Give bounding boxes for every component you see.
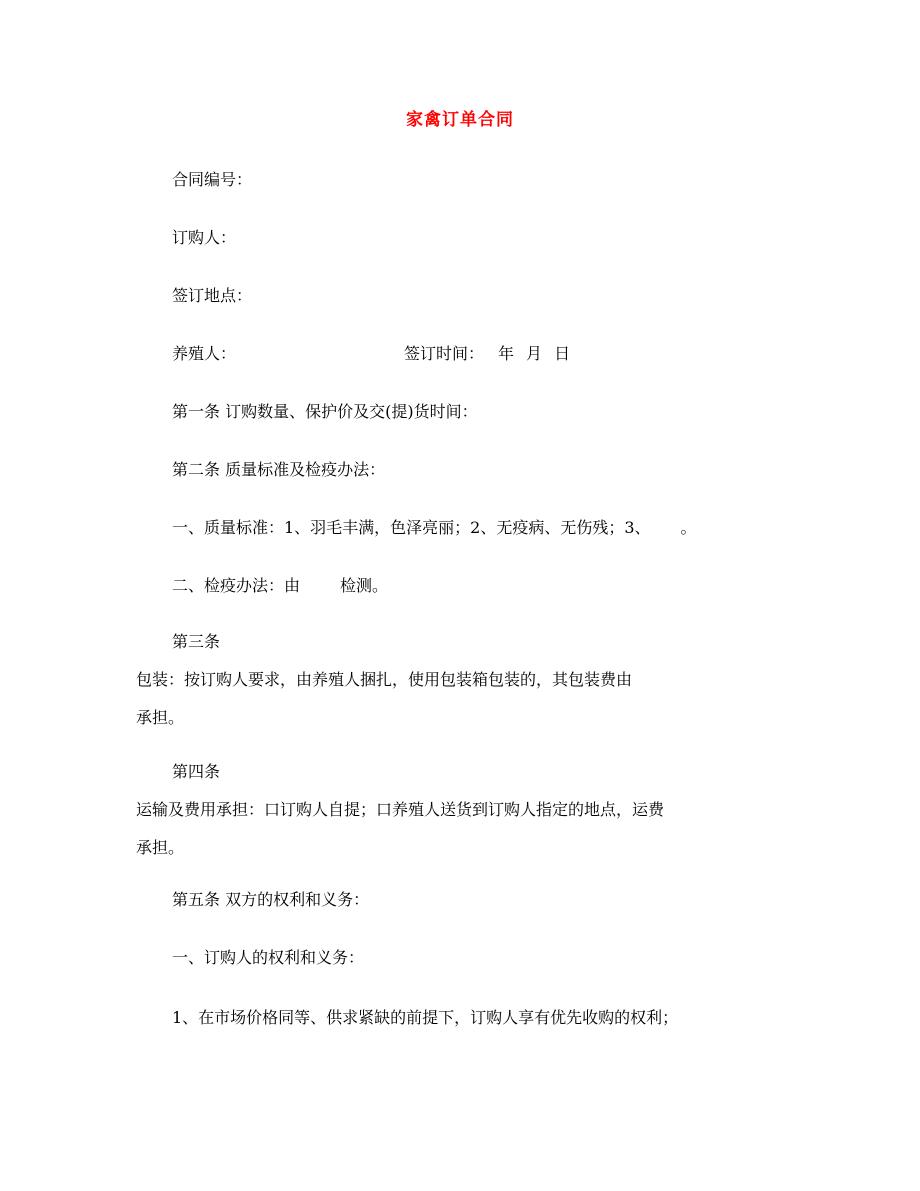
document-title: 家禽订单合同	[406, 110, 514, 130]
buyer-rights-heading: 一、订购人的权利和义务：	[172, 948, 365, 967]
article-4-line-1: 运输及费用承担：口订购人自提；口养殖人送货到订购人指定的地点，运费	[136, 800, 665, 819]
buyer-line: 订购人：	[172, 228, 237, 247]
breeder-line	[172, 342, 570, 366]
article-3-line-1: 包装：按订购人要求，由养殖人捆扎，使用包装箱包装的，其包装费由	[136, 670, 633, 689]
month-label: 月	[526, 344, 543, 363]
breeder-label: 养殖人：	[172, 344, 237, 363]
article-3-heading: 第三条	[172, 632, 221, 651]
article-5: 第五条 双方的权利和义务：	[172, 890, 370, 909]
quarantine-method	[172, 574, 388, 598]
article-2: 第二条 质量标准及检疫办法：	[172, 460, 386, 479]
contract-number-line: 合同编号：	[172, 170, 253, 189]
quarantine-text-a: 二、检疫办法：由	[172, 576, 301, 595]
quality-standard	[172, 516, 697, 540]
article-1: 第一条 订购数量、保护价及交(提)货时间：	[172, 402, 478, 421]
day-label: 日	[554, 344, 571, 363]
article-4-heading: 第四条	[172, 762, 221, 781]
article-4-line-2: 承担。	[136, 838, 185, 857]
signing-place-line: 签订地点：	[172, 286, 253, 305]
article-3-line-2: 承担。	[136, 708, 185, 727]
year-label: 年	[498, 344, 515, 363]
quality-standard-end: 。	[680, 518, 697, 537]
quarantine-text-b: 检测。	[340, 576, 389, 595]
buyer-right-1: 1、在市场价格同等、供求紧缺的前提下，订购人享有优先收购的权利；	[172, 1008, 679, 1027]
quality-standard-text: 一、质量标准：1、羽毛丰满，色泽亮丽；2、无疫病、无伤残；3、	[172, 518, 651, 537]
sign-time-label: 签订时间：	[404, 344, 485, 363]
